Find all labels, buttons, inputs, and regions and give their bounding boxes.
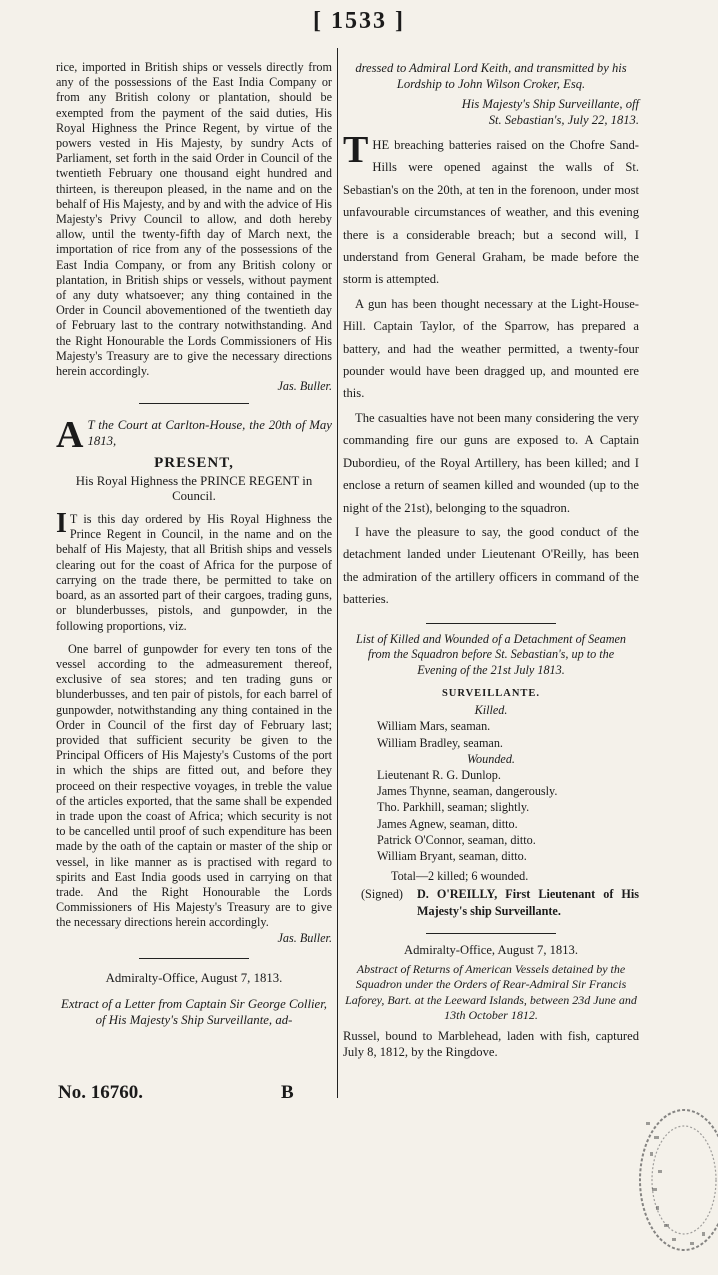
section-rule-2 (139, 958, 249, 959)
order-text: T is this day ordered by His Royal Highness the Prince Regent in Council, in the name and on the behalf of His Majesty, that all British ships and vessels clearing out for the coast of Africa for the purpose of carrying on the trade there, be permitted to take on board, as an assorted part of their cargoes, trading guns, or blunderbusses, pistols, and gunpowder, in the following proportions, viz. (56, 512, 332, 633)
order-paragraph-2: One barrel of gunpowder for every ten tons of the vessel according to the admeasurement thereof, exclusive of sea stores; and ten trading guns or blunderbusses, and ten pair of pistols, for each barrel of gunpowder, notwithstanding any thing contained in the Order in Council of the first day of February last; provided that sufficient security be given to the Principal Officers of His Majesty's Customs of the port in which the ships are fitted out, and before they proceed on their respective voyages, in treble the value of the articles exported, that the same shall be expended in trade upon the coast of Africa; which security is not to be cancelled until proof of such expenditure has been made by the oath of the captain or master of the ship or vessel, in like manner as is practised with regard to spirits and East India goods used in carrying on that trade. And the Right Honourable the Lords Commissioners of His Majesty's Treasury are to give the necessary directions herein accordingly. (56, 641, 332, 930)
order-paragraph (56, 508, 332, 634)
court-paragraph (56, 414, 332, 457)
page-number: [ 1533 ] (313, 8, 405, 34)
list-item: Tho. Parkhill, seaman; slightly. (377, 800, 530, 815)
ship-name: SURVEILLANTE. (441, 688, 541, 700)
list-item: Patrick O'Connor, seaman, ditto. (377, 832, 536, 847)
right-column (343, 60, 639, 1060)
section-rule-4 (426, 933, 556, 934)
dropcap-a: A (56, 414, 84, 457)
admiralty-heading-2: Admiralty-Office, August 7, 1813. (404, 942, 578, 957)
court-text: T the Court at Carlton-House, the 20th of May 1813, (87, 418, 332, 448)
signed-label: (Signed) (361, 887, 403, 902)
signed-block (343, 886, 639, 918)
library-stamp (606, 1092, 718, 1267)
section-rule-3 (426, 623, 556, 624)
signed-name: D. O'REILLY, First Lieutenant of His Majesty's ship Surveillante. (416, 887, 639, 918)
column-divider (337, 48, 338, 1098)
russel-entry: Russel, bound to Marblehead, laden with fish, captured July 8, 1812, by the Ringdove. (343, 1028, 639, 1059)
dateline-1: His Majesty's Ship Surveillante, off (461, 97, 639, 111)
letter-paragraph-4: I have the pleasure to say, the good conduct of the detachment landed under Lieutenant O'Reilly, has been the admiration of the artillery officers in command of the batteries. (343, 524, 639, 607)
signature-buller-1: Jas. Buller. (277, 379, 332, 394)
list-item: William Bradley, seaman. (377, 735, 503, 750)
signature-mark: B (281, 1082, 294, 1103)
extract-continuation: dressed to Admiral Lord Keith, and transmitted by his Lordship to John Wilson Croker, Esq. (355, 61, 627, 91)
letter-paragraph-3: The casualties have not been many considering the very commanding fire our guns are exposed to. A Captain Dubordieu, of the Royal Artillery, has been killed; and I enclose a return of seamen killed and wounded (up to the night of the 21st), belonging to the squadron. (343, 410, 639, 515)
letter-paragraph-2: A gun has been thought necessary at the Light-House-Hill. Captain Taylor, of the Sparrow, has prepared a battery, and had the weather permitted, a twenty-four pounder would have been dragged up, and mounted ere this. (343, 296, 639, 401)
abstract-heading: Abstract of Returns of American Vessels detained by the Squadron under the Orders of Rear-Admiral Sir Francis Laforey, Bart. at the Leeward Islands, between 23d June and 13th October 1812. (345, 961, 637, 1023)
list-item: James Thynne, seaman, dangerously. (377, 784, 558, 799)
list-item: Lieutenant R. G. Dunlop. (377, 768, 501, 783)
issue-number: No. 16760. (58, 1082, 143, 1103)
rice-order-continuation: rice, imported in British ships or vessels directly from any of the possessions of the East India Company or from any British colony or plantation, should be exempted from the payment of the said duties, His Royal Highness the Prince Regent, by virtue of the powers vested in His Majesty, by sundry Acts of Parliament, set forth in the said Order in Council of the twentieth February one thousand eight hundred and thirteen, is thereupon pleased, in the name and on the behalf of His Majesty, and by and with the advice of His Majesty's Privy Council to allow, and doth hereby allow, until the twenty-fifth day of March next, the importation of rice from any of the possessions of the East India Company, or from any British colony or plantation, in British ships or vessels, without payment of any duty whatsoever; any thing contained in the Order in Council abovementioned of the twentieth day of February last to the contrary notwithstanding. And the Right Honourable the Lords Commissioners of His Majesty's Treasury are to give the necessary directions herein accordingly. (56, 60, 332, 379)
present-sub: His Royal Highness the PRINCE REGENT in Council. (75, 473, 313, 503)
dateline-2: St. Sebastian's, July 22, 1813. (488, 113, 639, 127)
list-item: William Mars, seaman. (377, 719, 491, 734)
list-item: James Agnew, seaman, ditto. (377, 816, 518, 831)
letter-text-1: HE breaching batteries raised on the Chofre Sand-Hills were opened against the walls of St. Sebastian's on the 20th, at ten in the forenoon, under most unfavourable circumstances of weather, and this evening there is a considerable breach; but a second will, I understand from General Graham, be made before the storm is attempted. (343, 138, 639, 287)
dropcap-i: I (56, 508, 67, 540)
list-item: William Bryant, seaman, ditto. (377, 849, 527, 864)
casualty-list (343, 632, 639, 919)
letter-paragraph-1 (343, 129, 639, 291)
list-title: List of Killed and Wounded of a Detachment of Seamen from the Squadron before St. Sebastian's, up to the Evening of the 21st July 1813. (355, 631, 627, 677)
casualty-total: Total—2 killed; 6 wounded. (391, 869, 529, 884)
wounded-label: Wounded. (467, 751, 515, 766)
present-heading: PRESENT, (154, 455, 234, 472)
section-rule (139, 403, 249, 404)
admiralty-heading-1: Admiralty-Office, August 7, 1813. (105, 970, 283, 985)
left-column (56, 60, 332, 1028)
dropcap-t: T (343, 129, 369, 171)
extract-heading: Extract of a Letter from Captain Sir George Collier, of His Majesty's Ship Surveillante, ad- (61, 996, 327, 1027)
killed-label: Killed. (474, 703, 508, 718)
signature-buller-2: Jas. Buller. (277, 930, 332, 945)
